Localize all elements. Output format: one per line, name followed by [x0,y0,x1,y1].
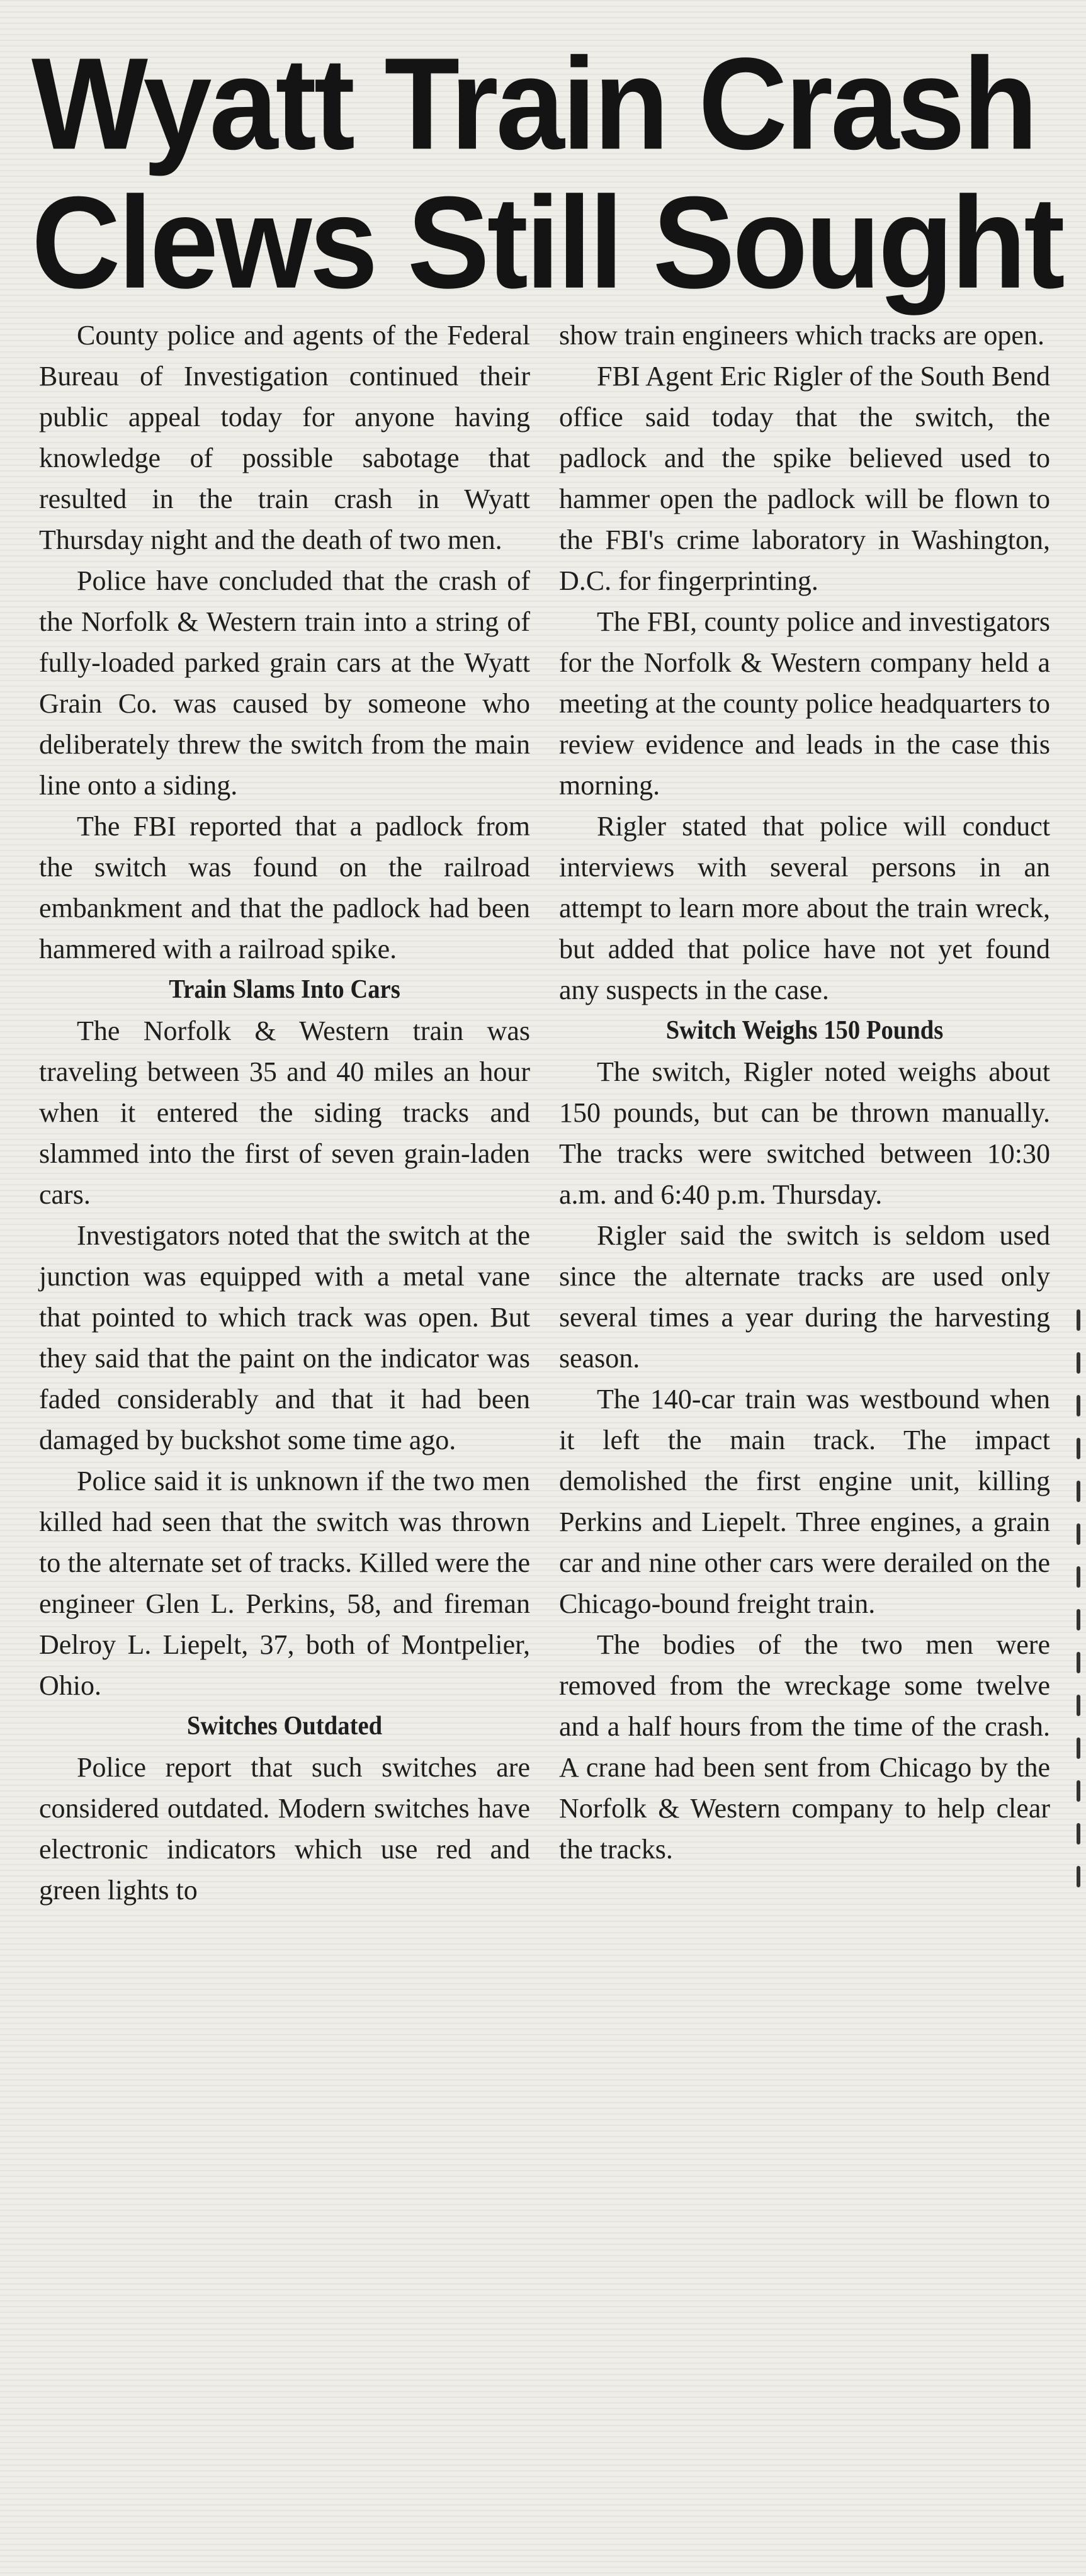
paragraph: The FBI reported that a padlock from the switch was found on the railroad embankment and that the padlock had been hammered with a railroad spike. [39,811,530,964]
paragraph: The Norfolk & Western train was traveling between 35 and 40 miles an hour when it entered the siding tracks and slammed into the first of seven grain-laden cars. [39,1015,530,1210]
paragraph: The switch, Rigler noted weighs about 150 pounds, but can be thrown manually. The tracks were switched between 10:30 a.m. and 6:40 p.m. Thursday. [559,1056,1050,1210]
paragraph: The FBI, county police and investigators for the Norfolk & Western company held a meeting at the county police headquarters to review evidence and leads in the case this morning. [559,606,1050,801]
subhead: Switches Outdated [186,1712,383,1741]
headline-line-2: Clews Still Sought [31,169,1063,316]
next-article-headline-cropped [25,2515,1058,2576]
paragraph: Police have concluded that the crash of the Norfolk & Western train into a string of fully-loaded parked grain cars at the Wyatt Grain Co. was caused by someone who deliberately threw the switch from the main line onto a siding. [39,565,530,801]
paragraph: The bodies of the two men were removed from the wreckage some twelve and a half hours from the time of the crash. A crane had been sent from Chicago by the Norfolk & Western company to help clear the tracks. [559,1629,1050,1865]
adjacent-column-edge [1070,1309,1086,1939]
paragraph: The 140-car train was westbound when it left the main track. The impact demolished the first engine unit, killing Perkins and Liepelt. Three engines, a grain car and nine other cars were derailed on the Chicago-bound freight train. [559,1384,1050,1619]
subhead: Train Slams Into Cars [169,975,400,1004]
article-column-left [39,315,530,1911]
headline-line-1: Wyatt Train Crash [31,30,1036,177]
article-column-right [559,315,1050,1870]
paragraph: Police report that such switches are considered outdated. Modern switches have electronic indicators which use red and green lights to [39,1752,530,1906]
paragraph: Investigators noted that the switch at the junction was equipped with a metal vane that pointed to which track was open. But they said that the paint on the indicator was faded considerably and that it had been damaged by buckshot some time ago. [39,1220,530,1455]
paragraph: FBI Agent Eric Rigler of the South Bend office said today that the switch, the padlock and the spike believed used to hammer open the padlock will be flown to the FBI's crime laboratory in Washington, D.C. for fingerprinting. [559,361,1050,596]
subhead: Switch Weighs 150 Pounds [579,1010,1031,1051]
paragraph: Rigler stated that police will conduct interviews with several persons in an attempt to learn more about the train wreck, but added that police have not yet found any suspects in the case. [559,811,1050,1005]
headline [31,30,1063,316]
paragraph: County police and agents of the Federal Bureau of Investigation continued their public appeal today for anyone having knowledge of possible sabotage that resulted in the train crash in Wyatt Thursday night and the death of two men. [39,320,530,555]
paragraph: Police said it is unknown if the two men killed had seen that the switch was thrown to the alternate set of tracks. Killed were the engineer Glen L. Perkins, 58, and fireman Delroy L. Liepelt, 37, both of Montpelier, Ohio. [39,1466,530,1701]
paragraph: Rigler said the switch is seldom used since the alternate tracks are used only several times a year during the harvesting season. [559,1220,1050,1374]
paragraph-continued: show train engineers which tracks are open. [559,320,1044,351]
